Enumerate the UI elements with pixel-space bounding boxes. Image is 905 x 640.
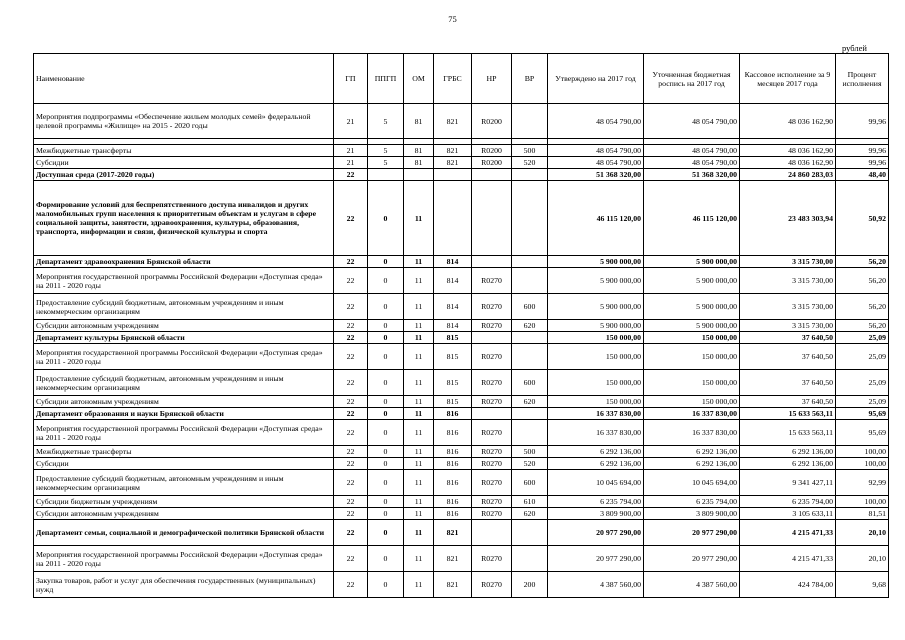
cell-cash: 37 640,50: [740, 332, 836, 344]
cell-approved: 6 292 136,00: [548, 446, 644, 458]
cell-gp: 22: [334, 396, 368, 408]
budget-execution-table: [33, 53, 889, 598]
cell-cash: 6 292 136,00: [740, 458, 836, 470]
cell-ppgp: 0: [368, 344, 404, 370]
cell-gp: 22: [334, 256, 368, 268]
cell-vr: 620: [512, 320, 548, 332]
cell-approved: 46 115 120,00: [548, 181, 644, 256]
cell-percent: 99,96: [836, 157, 889, 169]
cell-grbs: 816: [434, 446, 472, 458]
cell-percent: 25,09: [836, 344, 889, 370]
cell-percent: 20,10: [836, 520, 889, 546]
cell-name: Межбюджетные трансферты: [34, 446, 334, 458]
cell-name: Мероприятия государственной программы Российской Федерации «Доступная среда» на 2011 - 2020 годы: [34, 546, 334, 572]
table-row: [34, 496, 889, 508]
cell-vr: 200: [512, 572, 548, 598]
cell-percent: 99,96: [836, 145, 889, 157]
cell-approved: 5 900 000,00: [548, 294, 644, 320]
cell-name: Закупка товаров, работ и услуг для обеспечения государственных (муниципальных) нужд: [34, 572, 334, 598]
cell-cash: 37 640,50: [740, 396, 836, 408]
cell-nr: [472, 520, 512, 546]
cell-nr: R0270: [472, 458, 512, 470]
header-vr: ВР: [512, 54, 548, 104]
cell-name: Субсидии автономным учреждениям: [34, 320, 334, 332]
cell-grbs: 821: [434, 546, 472, 572]
cell-approved: 10 045 694,00: [548, 470, 644, 496]
cell-gp: 22: [334, 181, 368, 256]
cell-cash: 3 105 633,11: [740, 508, 836, 520]
cell-name: Субсидии бюджетным учреждениям: [34, 496, 334, 508]
cell-name: Мероприятия государственной программы Российской Федерации «Доступная среда» на 2011 - 2020 годы: [34, 344, 334, 370]
cell-nr: R0270: [472, 470, 512, 496]
cell-om: 11: [404, 520, 434, 546]
cell-ppgp: 0: [368, 332, 404, 344]
cell-percent: 100,00: [836, 496, 889, 508]
cell-vr: 600: [512, 370, 548, 396]
cell-gp: 22: [334, 268, 368, 294]
cell-grbs: 821: [434, 104, 472, 139]
cell-vr: 610: [512, 496, 548, 508]
cell-grbs: 816: [434, 408, 472, 420]
cell-grbs: [434, 169, 472, 181]
cell-name: Субсидии автономным учреждениям: [34, 396, 334, 408]
cell-gp: 22: [334, 344, 368, 370]
cell-name: Департамент культуры Брянской области: [34, 332, 334, 344]
cell-cash: 3 315 730,00: [740, 294, 836, 320]
cell-percent: 99,96: [836, 104, 889, 139]
currency-units: рублей: [842, 43, 867, 53]
cell-percent: 25,09: [836, 370, 889, 396]
cell-grbs: [434, 181, 472, 256]
cell-vr: [512, 408, 548, 420]
table-row: [34, 181, 889, 256]
cell-approved: 48 054 790,00: [548, 104, 644, 139]
cell-nr: R0200: [472, 145, 512, 157]
cell-gp: 22: [334, 320, 368, 332]
cell-gp: 21: [334, 145, 368, 157]
cell-approved: 16 337 830,00: [548, 408, 644, 420]
cell-approved: 150 000,00: [548, 370, 644, 396]
cell-grbs: 821: [434, 572, 472, 598]
cell-ppgp: 0: [368, 396, 404, 408]
cell-grbs: 821: [434, 157, 472, 169]
cell-nr: R0270: [472, 294, 512, 320]
cell-refined: 150 000,00: [644, 344, 740, 370]
cell-approved: 150 000,00: [548, 396, 644, 408]
cell-om: 11: [404, 268, 434, 294]
cell-gp: 22: [334, 294, 368, 320]
cell-ppgp: 0: [368, 181, 404, 256]
cell-refined: 5 900 000,00: [644, 268, 740, 294]
table-row: [34, 370, 889, 396]
cell-om: 11: [404, 572, 434, 598]
cell-om: 11: [404, 294, 434, 320]
header-nr: НР: [472, 54, 512, 104]
cell-name: Мероприятия подпрограммы «Обеспечение жильем молодых семей» федеральной целевой программы «Жилище» на 2015 - 2020 годы: [34, 104, 334, 139]
cell-grbs: 814: [434, 320, 472, 332]
cell-name: Предоставление субсидий бюджетным, автономным учреждениям и иным некоммерческим организациям: [34, 370, 334, 396]
cell-refined: 16 337 830,00: [644, 420, 740, 446]
cell-cash: 15 633 563,11: [740, 420, 836, 446]
cell-nr: R0270: [472, 370, 512, 396]
cell-refined: 150 000,00: [644, 370, 740, 396]
cell-percent: 56,20: [836, 256, 889, 268]
cell-gp: 22: [334, 446, 368, 458]
cell-ppgp: 5: [368, 157, 404, 169]
cell-gp: 22: [334, 420, 368, 446]
cell-ppgp: 0: [368, 508, 404, 520]
cell-om: 11: [404, 332, 434, 344]
cell-ppgp: 0: [368, 446, 404, 458]
cell-gp: 21: [334, 157, 368, 169]
cell-refined: 20 977 290,00: [644, 520, 740, 546]
cell-om: 11: [404, 446, 434, 458]
cell-nr: R0270: [472, 496, 512, 508]
cell-nr: R0270: [472, 320, 512, 332]
cell-refined: 48 054 790,00: [644, 145, 740, 157]
header-percent: Процент исполнения: [836, 54, 889, 104]
cell-percent: 100,00: [836, 446, 889, 458]
cell-cash: 48 036 162,90: [740, 157, 836, 169]
cell-gp: 22: [334, 520, 368, 546]
header-cash: Кассовое исполнение за 9 месяцев 2017 года: [740, 54, 836, 104]
cell-gp: 22: [334, 458, 368, 470]
table-row: [34, 408, 889, 420]
cell-cash: 15 633 563,11: [740, 408, 836, 420]
table-row: [34, 396, 889, 408]
cell-cash: 3 315 730,00: [740, 256, 836, 268]
cell-percent: 20,10: [836, 546, 889, 572]
cell-cash: 37 640,50: [740, 370, 836, 396]
table-row: [34, 104, 889, 139]
cell-nr: R0270: [472, 546, 512, 572]
cell-ppgp: 0: [368, 408, 404, 420]
cell-nr: R0270: [472, 446, 512, 458]
cell-ppgp: 0: [368, 370, 404, 396]
cell-refined: 5 900 000,00: [644, 256, 740, 268]
cell-om: 11: [404, 396, 434, 408]
cell-name: Формирование условий для беспрепятственного доступа инвалидов и других маломобильных групп населения к приоритетным объектам и услугам в сфере социальной защиты, занятости, здравоохранения, культуры, образования, транспорта, информации и связи, физической культуры и спорта: [34, 181, 334, 256]
cell-percent: 9,68: [836, 572, 889, 598]
cell-grbs: 816: [434, 496, 472, 508]
cell-om: 11: [404, 344, 434, 370]
cell-grbs: 816: [434, 470, 472, 496]
cell-percent: 100,00: [836, 458, 889, 470]
cell-cash: 23 483 303,94: [740, 181, 836, 256]
cell-grbs: 816: [434, 458, 472, 470]
cell-refined: 6 235 794,00: [644, 496, 740, 508]
cell-gp: 21: [334, 104, 368, 139]
cell-vr: [512, 344, 548, 370]
cell-percent: 25,09: [836, 332, 889, 344]
cell-cash: 3 315 730,00: [740, 320, 836, 332]
cell-nr: [472, 181, 512, 256]
table-row: [34, 458, 889, 470]
cell-gp: 22: [334, 546, 368, 572]
page-number: 75: [448, 14, 457, 24]
cell-om: 11: [404, 508, 434, 520]
cell-nr: [472, 332, 512, 344]
cell-nr: R0270: [472, 268, 512, 294]
cell-om: 11: [404, 408, 434, 420]
table-row: [34, 572, 889, 598]
cell-grbs: 816: [434, 420, 472, 446]
cell-ppgp: 0: [368, 256, 404, 268]
cell-approved: 4 387 560,00: [548, 572, 644, 598]
cell-refined: 5 900 000,00: [644, 320, 740, 332]
cell-approved: 16 337 830,00: [548, 420, 644, 446]
cell-ppgp: 0: [368, 470, 404, 496]
cell-name: Департамент здравоохранения Брянской области: [34, 256, 334, 268]
cell-nr: R0200: [472, 157, 512, 169]
header-ppgp: ППГП: [368, 54, 404, 104]
cell-approved: 5 900 000,00: [548, 268, 644, 294]
table-row: [34, 446, 889, 458]
cell-ppgp: 0: [368, 268, 404, 294]
cell-vr: [512, 169, 548, 181]
cell-vr: [512, 546, 548, 572]
cell-ppgp: 5: [368, 145, 404, 157]
cell-gp: 22: [334, 496, 368, 508]
cell-name: Доступная среда (2017-2020 годы): [34, 169, 334, 181]
cell-percent: 48,40: [836, 169, 889, 181]
cell-name: Субсидии: [34, 458, 334, 470]
table-body: [34, 104, 889, 598]
cell-cash: 24 860 283,03: [740, 169, 836, 181]
cell-vr: [512, 520, 548, 546]
cell-om: 11: [404, 546, 434, 572]
cell-ppgp: 0: [368, 294, 404, 320]
cell-nr: R0270: [472, 572, 512, 598]
table-row: [34, 268, 889, 294]
cell-nr: R0270: [472, 344, 512, 370]
cell-nr: R0200: [472, 104, 512, 139]
cell-refined: 46 115 120,00: [644, 181, 740, 256]
cell-ppgp: 0: [368, 420, 404, 446]
table-row: [34, 332, 889, 344]
cell-approved: 48 054 790,00: [548, 157, 644, 169]
cell-vr: [512, 104, 548, 139]
cell-nr: [472, 408, 512, 420]
cell-cash: 4 215 471,33: [740, 546, 836, 572]
cell-nr: [472, 256, 512, 268]
table-row: [34, 157, 889, 169]
header-approved: Утверждено на 2017 год: [548, 54, 644, 104]
cell-gp: 22: [334, 408, 368, 420]
cell-refined: 10 045 694,00: [644, 470, 740, 496]
cell-name: Департамент образования и науки Брянской области: [34, 408, 334, 420]
table-row: [34, 508, 889, 520]
cell-percent: 25,09: [836, 396, 889, 408]
cell-vr: 600: [512, 294, 548, 320]
cell-approved: 5 900 000,00: [548, 320, 644, 332]
cell-refined: 51 368 320,00: [644, 169, 740, 181]
cell-approved: 150 000,00: [548, 344, 644, 370]
cell-percent: 95,69: [836, 408, 889, 420]
cell-cash: 4 215 471,33: [740, 520, 836, 546]
cell-cash: 48 036 162,90: [740, 104, 836, 139]
cell-approved: 6 292 136,00: [548, 458, 644, 470]
cell-percent: 56,20: [836, 268, 889, 294]
header-om: ОМ: [404, 54, 434, 104]
cell-om: 11: [404, 458, 434, 470]
cell-vr: 500: [512, 446, 548, 458]
cell-gp: 22: [334, 370, 368, 396]
cell-vr: 600: [512, 470, 548, 496]
table-header-row: [34, 54, 889, 104]
cell-vr: 520: [512, 157, 548, 169]
cell-name: Предоставление субсидий бюджетным, автономным учреждениям и иным некоммерческим организациям: [34, 470, 334, 496]
cell-percent: 50,92: [836, 181, 889, 256]
cell-om: 11: [404, 320, 434, 332]
cell-om: 11: [404, 470, 434, 496]
cell-cash: 424 784,00: [740, 572, 836, 598]
cell-refined: 6 292 136,00: [644, 458, 740, 470]
cell-cash: 3 315 730,00: [740, 268, 836, 294]
cell-nr: R0270: [472, 508, 512, 520]
cell-om: 81: [404, 145, 434, 157]
cell-refined: 3 809 900,00: [644, 508, 740, 520]
header-gp: ГП: [334, 54, 368, 104]
cell-cash: 37 640,50: [740, 344, 836, 370]
cell-vr: 620: [512, 396, 548, 408]
cell-ppgp: [368, 169, 404, 181]
header-name: Наименование: [34, 54, 334, 104]
cell-ppgp: 0: [368, 520, 404, 546]
cell-vr: 500: [512, 145, 548, 157]
cell-approved: 51 368 320,00: [548, 169, 644, 181]
cell-refined: 48 054 790,00: [644, 104, 740, 139]
table-row: [34, 145, 889, 157]
table-row: [34, 546, 889, 572]
cell-percent: 56,20: [836, 320, 889, 332]
cell-cash: 48 036 162,90: [740, 145, 836, 157]
cell-ppgp: 0: [368, 458, 404, 470]
cell-name: Субсидии автономным учреждениям: [34, 508, 334, 520]
table-row: [34, 420, 889, 446]
cell-grbs: 814: [434, 268, 472, 294]
cell-grbs: 814: [434, 256, 472, 268]
cell-name: Межбюджетные трансферты: [34, 145, 334, 157]
cell-ppgp: 0: [368, 320, 404, 332]
cell-vr: [512, 181, 548, 256]
cell-grbs: 814: [434, 294, 472, 320]
cell-gp: 22: [334, 508, 368, 520]
cell-approved: 3 809 900,00: [548, 508, 644, 520]
cell-om: 11: [404, 370, 434, 396]
cell-nr: R0270: [472, 420, 512, 446]
cell-gp: 22: [334, 470, 368, 496]
cell-refined: 150 000,00: [644, 396, 740, 408]
cell-refined: 20 977 290,00: [644, 546, 740, 572]
table-row: [34, 256, 889, 268]
cell-percent: 56,20: [836, 294, 889, 320]
cell-om: 81: [404, 157, 434, 169]
cell-refined: 6 292 136,00: [644, 446, 740, 458]
cell-cash: 6 235 794,00: [740, 496, 836, 508]
cell-approved: 150 000,00: [548, 332, 644, 344]
cell-vr: [512, 420, 548, 446]
cell-gp: 22: [334, 572, 368, 598]
table-row: [34, 169, 889, 181]
cell-approved: 20 977 290,00: [548, 520, 644, 546]
cell-ppgp: 0: [368, 496, 404, 508]
cell-vr: 520: [512, 458, 548, 470]
cell-percent: 81,51: [836, 508, 889, 520]
cell-approved: 20 977 290,00: [548, 546, 644, 572]
cell-refined: 16 337 830,00: [644, 408, 740, 420]
cell-grbs: 815: [434, 396, 472, 408]
cell-cash: 9 341 427,11: [740, 470, 836, 496]
cell-approved: 6 235 794,00: [548, 496, 644, 508]
header-refined: Уточненная бюджетная роспись на 2017 год: [644, 54, 740, 104]
table-row: [34, 320, 889, 332]
cell-om: [404, 169, 434, 181]
cell-om: 11: [404, 496, 434, 508]
cell-name: Субсидии: [34, 157, 334, 169]
cell-refined: 150 000,00: [644, 332, 740, 344]
cell-cash: 6 292 136,00: [740, 446, 836, 458]
cell-om: 11: [404, 256, 434, 268]
cell-percent: 92,99: [836, 470, 889, 496]
cell-ppgp: 5: [368, 104, 404, 139]
cell-grbs: 815: [434, 332, 472, 344]
cell-vr: 620: [512, 508, 548, 520]
table-row: [34, 344, 889, 370]
cell-vr: [512, 268, 548, 294]
cell-grbs: 815: [434, 344, 472, 370]
cell-name: Мероприятия государственной программы Российской Федерации «Доступная среда» на 2011 - 2020 годы: [34, 268, 334, 294]
cell-ppgp: 0: [368, 572, 404, 598]
header-grbs: ГРБС: [434, 54, 472, 104]
cell-name: Мероприятия государственной программы Российской Федерации «Доступная среда» на 2011 - 2020 годы: [34, 420, 334, 446]
cell-ppgp: 0: [368, 546, 404, 572]
cell-refined: 48 054 790,00: [644, 157, 740, 169]
cell-refined: 4 387 560,00: [644, 572, 740, 598]
cell-om: 11: [404, 420, 434, 446]
cell-nr: R0270: [472, 396, 512, 408]
cell-approved: 5 900 000,00: [548, 256, 644, 268]
cell-om: 11: [404, 181, 434, 256]
cell-vr: [512, 256, 548, 268]
cell-name: Предоставление субсидий бюджетным, автономным учреждениям и иным некоммерческим организациям: [34, 294, 334, 320]
cell-refined: 5 900 000,00: [644, 294, 740, 320]
cell-percent: 95,69: [836, 420, 889, 446]
cell-approved: 48 054 790,00: [548, 145, 644, 157]
cell-grbs: 821: [434, 520, 472, 546]
cell-vr: [512, 332, 548, 344]
table-row: [34, 294, 889, 320]
table-row: [34, 470, 889, 496]
cell-name: Департамент семьи, социальной и демографической политики Брянской области: [34, 520, 334, 546]
cell-grbs: 821: [434, 145, 472, 157]
cell-gp: 22: [334, 332, 368, 344]
cell-grbs: 816: [434, 508, 472, 520]
table-row: [34, 520, 889, 546]
cell-gp: 22: [334, 169, 368, 181]
cell-nr: [472, 169, 512, 181]
cell-grbs: 815: [434, 370, 472, 396]
cell-om: 81: [404, 104, 434, 139]
